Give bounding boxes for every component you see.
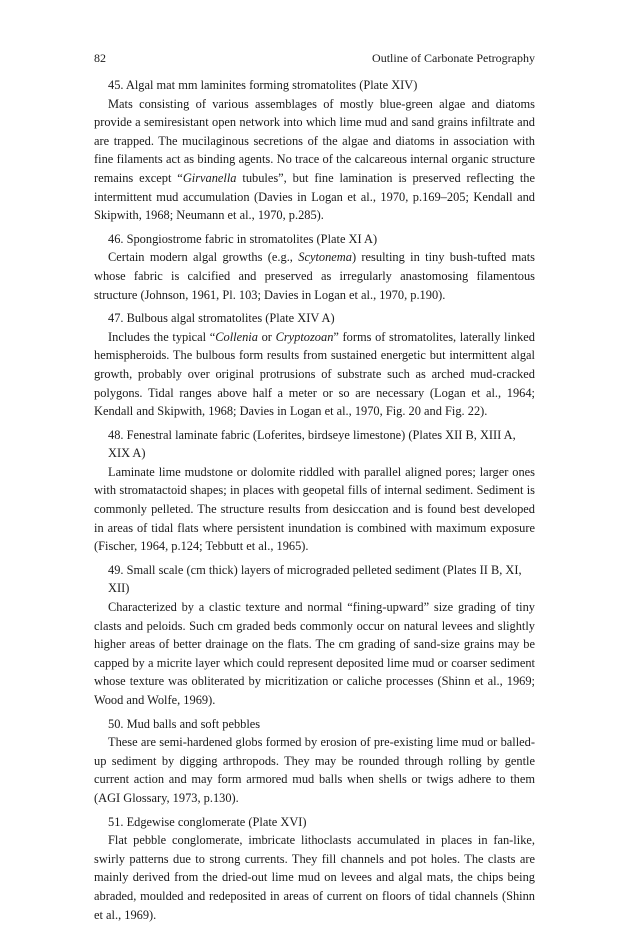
entry-49-title: 49. Small scale (cm thick) layers of micrograded pelleted sediment (Plates II B, XI, XII)	[108, 562, 522, 596]
entry-46-title: 46. Spongiostrome fabric in stromatolites (Plate XI A)	[108, 231, 378, 246]
entry-45-text	[94, 95, 535, 225]
entry-45-title: 45. Algal mat mm laminites forming stromatolites (Plate XIV)	[108, 78, 418, 92]
entry-46-text	[94, 248, 535, 304]
page-header	[94, 50, 535, 66]
entry-47-text-a: Includes the typical “	[108, 329, 216, 344]
entry-46-text-b: ) resulting in tiny bush-tufted mats whose fabric is calcified and preserved as irregularly anastomosing filamentous structure (Johnson, 1961, Pl. 103; Davies in Logan et al., 1970, p.190).	[94, 250, 535, 302]
entry-47-italic-term-2: Cryptozoan	[275, 329, 334, 344]
entry-50-text: These are semi-hardened globs formed by erosion of pre-existing lime mud or balled-up sediment by digging arthropods. They may be rounded through rolling by gentle current action and may form armored mud balls when shells or twigs adhere to them (AGI Glossary, 1973, p.130).	[94, 735, 535, 805]
entry-50-title: 50. Mud balls and soft pebbles	[108, 716, 261, 731]
entry-51-title: 51. Edgewise conglomerate (Plate XVI)	[108, 814, 307, 829]
entry-47-text-mid: or	[257, 329, 276, 344]
entry-51-text: Flat pebble conglomerate, imbricate lithoclasts accumulated in places in fan-like, swirly patterns due to strong currents. They fill channels and pot holes. The clasts are mainly derived from the dried-out lime mud on levees and algal mats, the chips being abraded, moulded and redeposited in areas of current on floors of tidal channels (Shinn et al., 1969).	[94, 833, 535, 922]
entry-46-text-a: Certain modern algal growths (e.g.,	[108, 250, 299, 265]
entry-47-italic-term-1: Collenia	[215, 329, 258, 344]
entry-48-title: 48. Fenestral laminate fabric (Loferites, birdseye limestone) (Plates XII B, XIII A, XIX A)	[108, 427, 516, 461]
entry-45-italic-term: Girvanella	[182, 170, 237, 185]
page-body	[94, 76, 535, 929]
running-title: Outline of Carbonate Petrography	[372, 51, 535, 65]
entry-47-text-b: ” forms of stromatolites, laterally linked hemispheroids. The bulbous form results from sustained energetic but intermittent algal growth, probably over original protrusions of substrate such as arched mud-cracked polygons. Tidal ranges above half a meter or so are necessary (Logan et al., 1964; Kendall and Skipwith, 1968; Davies in Logan et al., 1970, Fig. 20 and Fig. 22).	[94, 329, 535, 419]
entry-48-text: Laminate lime mudstone or dolomite riddled with parallel aligned pores; larger ones with stromatactoid shapes; in places with geopetal fills of internal sediment. Sediment is commonly pelleted. The structure results from desiccation and is found best developed in areas of tidal flats where persistent inundation is combined with maximum exposure (Fischer, 1964, p.124; Tebbutt et al., 1965).	[94, 464, 535, 554]
entry-47-title: 47. Bulbous algal stromatolites (Plate XIV A)	[108, 311, 335, 326]
entry-49-text: Characterized by a clastic texture and normal “fining-upward” size grading of tiny clasts and peloids. Such cm graded beds commonly occur on natural levees and slightly higher areas of better drainage on the flats. The cm grading of sand-size grains may be capped by a micrite layer which could represent deposited lime mud or coarser sediment whose texture was obliterated by micritization or caliche processes (Shinn et al., 1969; Wood and Wolfe, 1969).	[94, 600, 535, 707]
entry-45-text-b: tubules”, but fine lamination is preserved reflecting the intermittent mud accumulation (Davies in Logan et al., 1970, p.169–205; Kendall and Skipwith, 1968; Neumann et al., 1970, p.285).	[94, 170, 536, 223]
entry-47-text	[94, 328, 535, 421]
entry-45-text-a: Mats consisting of various assemblages of mostly blue-green algae and diatoms provide a semiresistant open network into which lime mud and sand grains infiltrate and are trapped. The mucilaginous secretions of the algae and diatoms in association with fine filaments act as binding agents. No trace of the calcareous internal organic structure remains except “	[94, 96, 535, 185]
entry-46-italic-term: Scytonema	[298, 250, 352, 265]
page-number: 82	[94, 51, 106, 65]
